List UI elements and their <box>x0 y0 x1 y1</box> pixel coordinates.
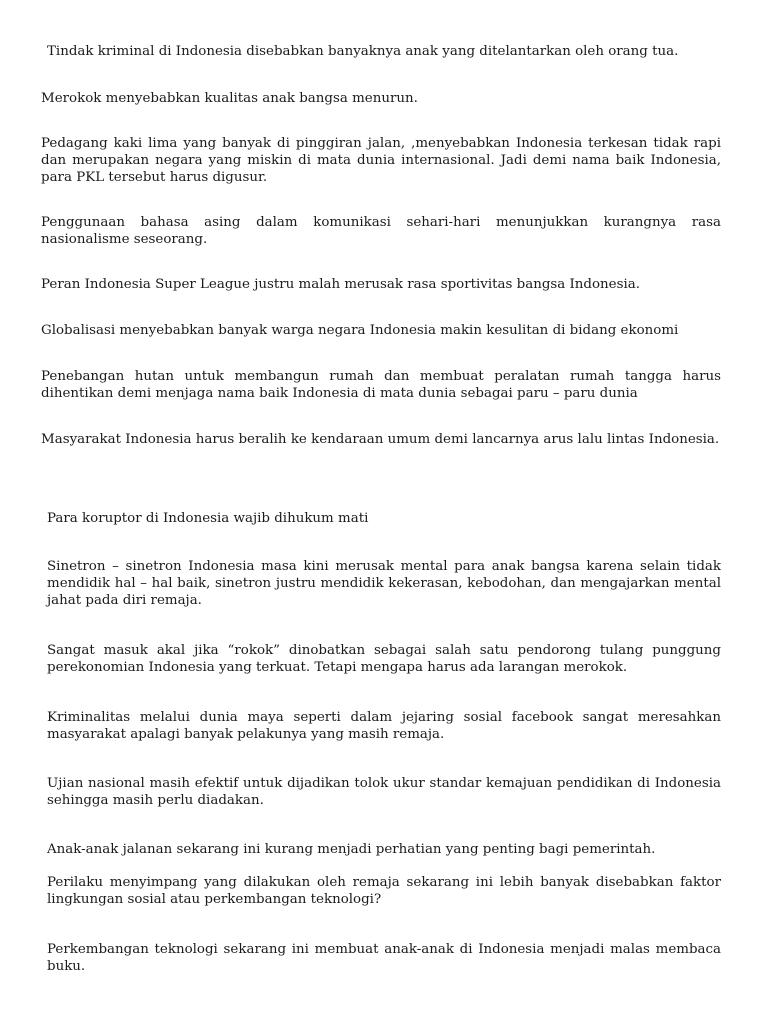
paragraph-10: Sinetron – sinetron Indonesia masa kini merusak mental para anak bangsa karena selain tidak mendidik hal – hal baik, sinetron justru mendidik kekerasan, kebodohan, dan mengajarkan mental jahat pada diri remaja. <box>47 559 721 608</box>
paragraph-15: Perilaku menyimpang yang dilakukan oleh remaja sekarang ini lebih banyak disebabkan faktor lingkungan sosial atau perkembangan teknologi? <box>47 875 721 907</box>
paragraph-3: Pedagang kaki lima yang banyak di pinggiran jalan, ,menyebabkan Indonesia terkesan tidak rapi dan merupakan negara yang miskin di mata dunia internasional. Jadi demi nama baik Indonesia, para PKL tersebut harus digusur. <box>41 136 721 185</box>
paragraph-14: Anak-anak jalanan sekarang ini kurang menjadi perhatian yang penting bagi pemerintah. <box>47 842 656 857</box>
paragraph-6: Globalisasi menyebabkan banyak warga negara Indonesia makin kesulitan di bidang ekonomi <box>41 323 679 338</box>
paragraph-2: Merokok menyebabkan kualitas anak bangsa menurun. <box>41 91 418 106</box>
paragraph-11: Sangat masuk akal jika “rokok” dinobatkan sebagai salah satu pendorong tulang punggung perekonomian Indonesia yang terkuat. Tetapi mengapa harus ada larangan merokok. <box>47 643 721 675</box>
paragraph-1: Tindak kriminal di Indonesia disebabkan banyaknya anak yang ditelantarkan oleh orang tua. <box>47 44 679 59</box>
paragraph-4: Penggunaan bahasa asing dalam komunikasi sehari-hari menunjukkan kurangnya rasa nasionalisme seseorang. <box>41 215 721 247</box>
paragraph-9: Para koruptor di Indonesia wajib dihukum mati <box>47 511 369 526</box>
paragraph-16: Perkembangan teknologi sekarang ini membuat anak-anak di Indonesia menjadi malas membaca buku. <box>47 942 721 974</box>
paragraph-13: Ujian nasional masih efektif untuk dijadikan tolok ukur standar kemajuan pendidikan di Indonesia sehingga masih perlu diadakan. <box>47 776 721 808</box>
paragraph-5: Peran Indonesia Super League justru malah merusak rasa sportivitas bangsa Indonesia. <box>41 277 640 292</box>
paragraph-12: Kriminalitas melalui dunia maya seperti dalam jejaring sosial facebook sangat meresahkan masyarakat apalagi banyak pelakunya yang masih remaja. <box>47 710 721 742</box>
paragraph-8: Masyarakat Indonesia harus beralih ke kendaraan umum demi lancarnya arus lalu lintas Indonesia. <box>41 432 720 447</box>
paragraph-7: Penebangan hutan untuk membangun rumah dan membuat peralatan rumah tangga harus dihentikan demi menjaga nama baik Indonesia di mata dunia sebagai paru – paru dunia <box>41 369 721 401</box>
